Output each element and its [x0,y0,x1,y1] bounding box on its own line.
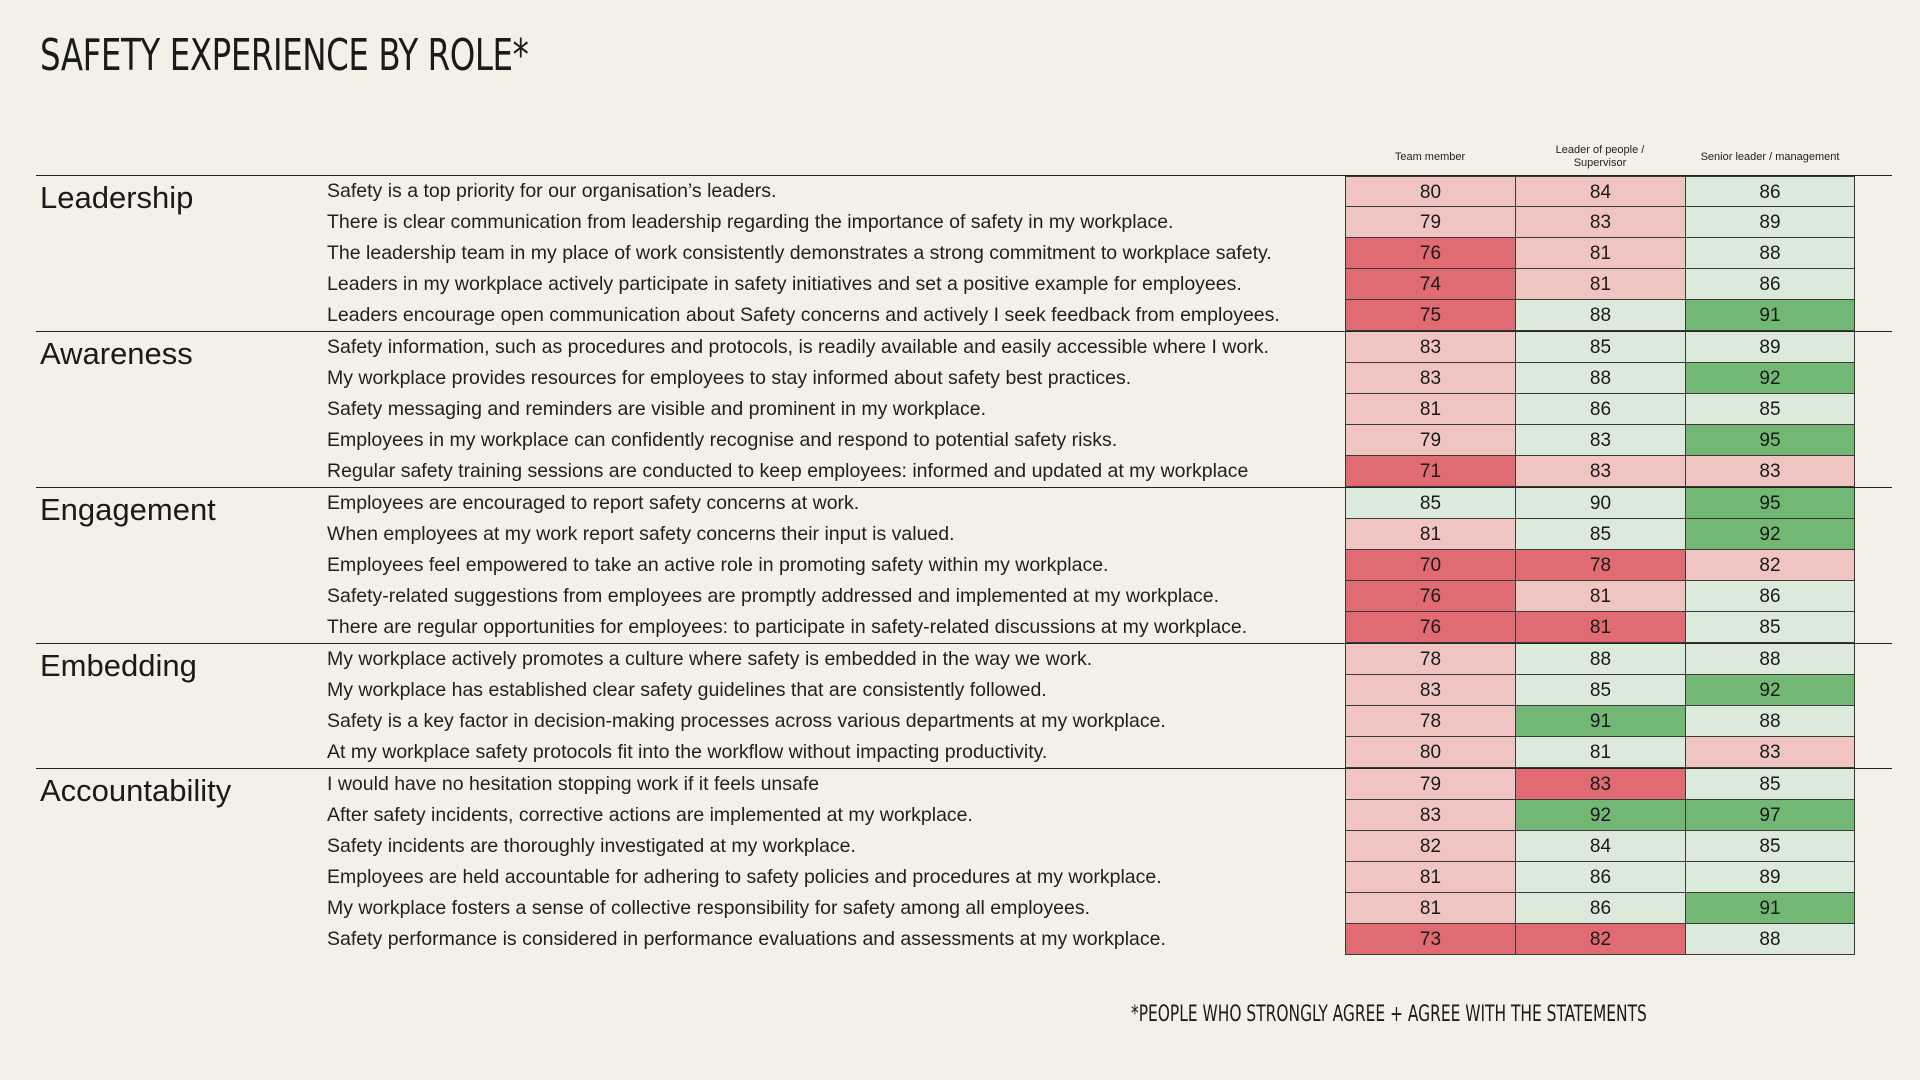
column-header: Team member [1394,150,1466,163]
score-cell: 85 [1685,394,1855,425]
score-cell: 88 [1515,363,1685,394]
score-cell: 89 [1685,862,1855,893]
statement-text: Employees feel empowered to take an active role in promoting safety within my workplace. [327,554,1109,576]
table-row [36,238,1892,269]
table-row [36,862,1892,893]
table-row [36,456,1892,487]
group-leadership [36,175,1892,331]
group-embedding [36,643,1892,768]
group-label: Engagement [40,492,216,527]
table-row [36,519,1892,550]
column-header: Leader of people / Supervisor [1555,144,1645,169]
score-cell: 95 [1685,488,1855,519]
group-label: Embedding [40,648,197,683]
statement-text: Safety performance is considered in performance evaluations and assessments at my workplace. [327,928,1166,950]
score-cell: 89 [1685,207,1855,238]
table-row [36,394,1892,425]
table-row [36,581,1892,612]
score-cell: 89 [1685,332,1855,363]
score-cell: 83 [1345,675,1515,706]
table-row [36,363,1892,394]
score-cell: 83 [1685,737,1855,768]
heatmap-table [36,175,1892,955]
table-row [36,893,1892,924]
score-cell: 82 [1345,831,1515,862]
score-cell: 83 [1515,769,1685,800]
score-cell: 92 [1685,519,1855,550]
score-cell: 83 [1685,456,1855,487]
statement-text: Safety messaging and reminders are visible and prominent in my workplace. [327,398,986,420]
table-row [36,207,1892,238]
group-label: Leadership [40,180,194,215]
table-row [36,769,1892,800]
table-row [36,924,1892,955]
score-cell: 81 [1345,862,1515,893]
group-awareness [36,331,1892,487]
statement-text: Safety information, such as procedures and protocols, is readily available and easily accessible where I work. [327,336,1269,358]
score-cell: 85 [1515,519,1685,550]
score-cell: 79 [1345,207,1515,238]
score-cell: 71 [1345,456,1515,487]
table-row [36,488,1892,519]
score-cell: 85 [1685,612,1855,643]
statement-text: Employees are held accountable for adhering to safety policies and procedures at my workplace. [327,866,1162,888]
statement-text: I would have no hesitation stopping work if it feels unsafe [327,773,820,795]
score-cell: 83 [1515,425,1685,456]
footnote: *PEOPLE WHO STRONGLY AGREE + AGREE WITH THE STATEMENTS [1131,1002,1647,1027]
score-cell: 83 [1345,332,1515,363]
statement-text: My workplace fosters a sense of collective responsibility for safety among all employees. [327,897,1091,919]
score-cell: 86 [1685,269,1855,300]
table-row [36,831,1892,862]
score-cell: 73 [1345,924,1515,955]
score-cell: 88 [1685,238,1855,269]
score-cell: 86 [1515,893,1685,924]
score-cell: 76 [1345,612,1515,643]
score-cell: 85 [1515,332,1685,363]
score-cell: 75 [1345,300,1515,331]
score-cell: 95 [1685,425,1855,456]
score-cell: 83 [1515,207,1685,238]
score-cell: 76 [1345,238,1515,269]
statement-text: There are regular opportunities for employees: to participate in safety-related discussions at my workplace. [327,616,1248,638]
score-cell: 84 [1515,831,1685,862]
score-cell: 90 [1515,488,1685,519]
table-row [36,332,1892,363]
score-cell: 92 [1515,800,1685,831]
score-cell: 86 [1685,581,1855,612]
score-cell: 74 [1345,269,1515,300]
table-row [36,644,1892,675]
score-cell: 82 [1685,550,1855,581]
score-cell: 81 [1515,612,1685,643]
statement-text: Regular safety training sessions are conducted to keep employees: informed and updated at my workplace [327,460,1249,482]
score-cell: 86 [1685,176,1855,207]
score-cell: 88 [1515,644,1685,675]
group-label: Accountability [40,773,232,808]
table-row [36,300,1892,331]
table-row [36,176,1892,207]
statement-text: When employees at my work report safety concerns their input is valued. [327,523,955,545]
statement-text: At my workplace safety protocols fit into the workflow without impacting productivity. [327,741,1048,763]
score-cell: 88 [1515,300,1685,331]
score-cell: 79 [1345,769,1515,800]
score-cell: 91 [1515,706,1685,737]
score-cell: 92 [1685,675,1855,706]
statement-text: The leadership team in my place of work consistently demonstrates a strong commitment to workplace safety. [327,242,1272,264]
table-row [36,269,1892,300]
table-row [36,706,1892,737]
table-row [36,675,1892,706]
score-cell: 78 [1345,644,1515,675]
score-cell: 81 [1515,737,1685,768]
statement-text: There is clear communication from leadership regarding the importance of safety in my workplace. [327,211,1174,233]
table-row [36,800,1892,831]
statement-text: Employees in my workplace can confidently recognise and respond to potential safety risks. [327,429,1118,451]
score-cell: 78 [1345,706,1515,737]
statement-text: My workplace has established clear safety guidelines that are consistently followed. [327,679,1047,701]
score-cell: 85 [1345,488,1515,519]
score-cell: 97 [1685,800,1855,831]
statement-text: Employees are encouraged to report safety concerns at work. [327,492,860,514]
score-cell: 83 [1515,456,1685,487]
score-cell: 83 [1345,800,1515,831]
score-cell: 81 [1515,581,1685,612]
statement-text: Safety-related suggestions from employees are promptly addressed and implemented at my workplace. [327,585,1220,607]
score-cell: 88 [1685,644,1855,675]
table-row [36,612,1892,643]
score-cell: 79 [1345,425,1515,456]
statement-text: My workplace provides resources for employees to stay informed about safety best practices. [327,367,1132,389]
score-cell: 78 [1515,550,1685,581]
score-cell: 80 [1345,737,1515,768]
statement-text: Safety incidents are thoroughly investigated at my workplace. [327,835,856,857]
column-header: Senior leader / management [1700,150,1840,163]
score-cell: 70 [1345,550,1515,581]
statement-text: Safety is a key factor in decision-making processes across various departments at my workplace. [327,710,1166,732]
score-cell: 85 [1515,675,1685,706]
score-cell: 81 [1345,893,1515,924]
score-cell: 86 [1515,862,1685,893]
score-cell: 84 [1515,176,1685,207]
group-accountability [36,768,1892,955]
score-cell: 81 [1515,238,1685,269]
score-cell: 83 [1345,363,1515,394]
table-row [36,550,1892,581]
score-cell: 80 [1345,176,1515,207]
score-cell: 86 [1515,394,1685,425]
statement-text: Safety is a top priority for our organisation’s leaders. [327,180,777,202]
statement-text: My workplace actively promotes a culture where safety is embedded in the way we work. [327,648,1093,670]
score-cell: 76 [1345,581,1515,612]
score-cell: 81 [1345,394,1515,425]
score-cell: 85 [1685,769,1855,800]
score-cell: 81 [1515,269,1685,300]
score-cell: 88 [1685,706,1855,737]
group-engagement [36,487,1892,643]
group-label: Awareness [40,336,193,371]
score-cell: 88 [1685,924,1855,955]
statement-text: Leaders encourage open communication about Safety concerns and actively I seek feedback from employees. [327,304,1280,326]
statement-text: After safety incidents, corrective actions are implemented at my workplace. [327,804,973,826]
score-cell: 85 [1685,831,1855,862]
score-cell: 81 [1345,519,1515,550]
score-cell: 91 [1685,300,1855,331]
page-title: SAFETY EXPERIENCE BY ROLE* [40,30,529,81]
statement-text: Leaders in my workplace actively participate in safety initiatives and set a positive example for employees. [327,273,1242,295]
score-cell: 82 [1515,924,1685,955]
score-cell: 91 [1685,893,1855,924]
score-cell: 92 [1685,363,1855,394]
table-row [36,737,1892,768]
table-row [36,425,1892,456]
